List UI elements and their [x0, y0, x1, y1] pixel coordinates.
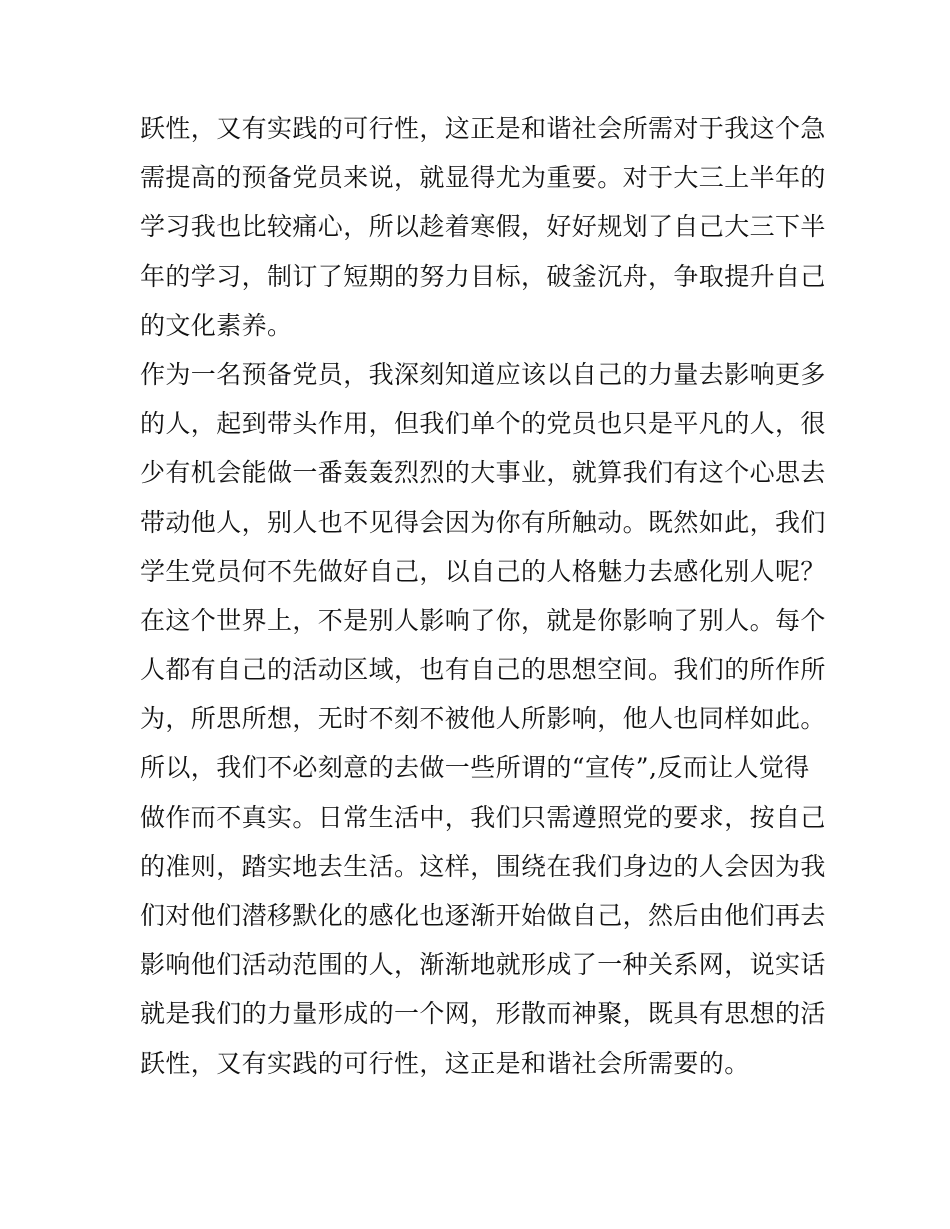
- text-line: 带动他人，别人也不见得会因为你有所触动。既然如此，我们: [140, 507, 826, 537]
- text-line: 的准则，踏实地去生活。这样，围绕在我们身边的人会因为我: [140, 851, 826, 881]
- text-line: 人都有自己的活动区域，也有自己的思想空间。我们的所作所: [140, 655, 826, 685]
- text-line: 为，所思所想，无时不刻不被他人所影响，他人也同样如此。: [140, 704, 826, 734]
- text-line: 们对他们潜移默化的感化也逐渐开始做自己，然后由他们再去: [140, 901, 826, 930]
- text-line: 需提高的预备党员来说，就显得尤为重要。对于大三上半年的: [140, 163, 826, 193]
- text-line: 就是我们的力量形成的一个网，形散而神聚，既具有思想的活: [140, 999, 826, 1029]
- body-text: [140, 104, 826, 1088]
- text-line: 的文化素养。: [140, 310, 293, 340]
- text-line: 少有机会能做一番轰轰烈烈的大事业，就算我们有这个心思去: [140, 458, 826, 488]
- text-line: 跃性，又有实践的可行性，这正是和谐社会所需要的。: [140, 1048, 750, 1078]
- text-line: 学生党员何不先做好自己，以自己的人格魅力去感化别人呢？: [140, 556, 826, 586]
- text-line: 影响他们活动范围的人，渐渐地就形成了一种关系网，说实话: [140, 950, 826, 980]
- text-line: 跃性，又有实践的可行性，这正是和谐社会所需对于我这个急: [140, 114, 826, 143]
- text-line: 在这个世界上，不是别人影响了你，就是你影响了别人。每个: [140, 605, 826, 635]
- text-line: 所以，我们不必刻意的去做一些所谓的“宣传”,反而让人觉得: [140, 753, 810, 783]
- text-line: 年的学习，制订了短期的努力目标，破釜沉舟，争取提升自己: [140, 261, 826, 291]
- text-line: 的人，起到带头作用，但我们单个的党员也只是平凡的人，很: [140, 409, 826, 439]
- text-line: 做作而不真实。日常生活中，我们只需遵照党的要求，按自己: [140, 802, 826, 832]
- text-line: 作为一名预备党员，我深刻知道应该以自己的力量去影响更多: [140, 359, 826, 389]
- text-line: 学习我也比较痛心，所以趁着寒假，好好规划了自己大三下半: [140, 212, 826, 242]
